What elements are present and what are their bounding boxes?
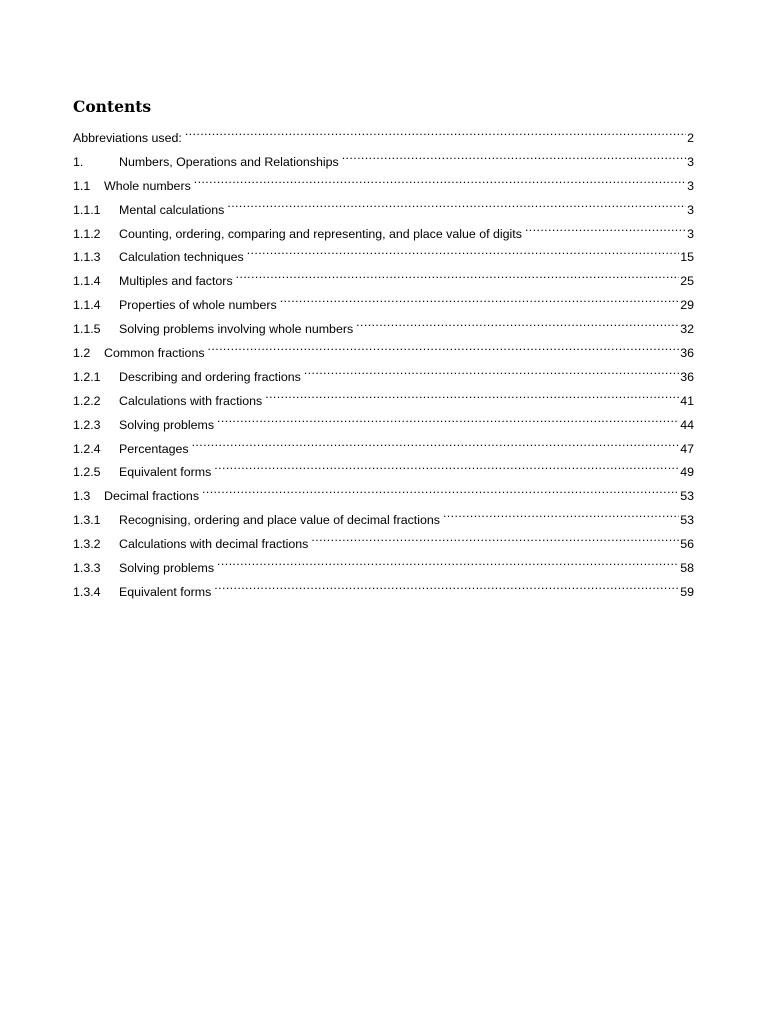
toc-entry-number: 1.2.4 [73, 441, 101, 456]
toc-entry-title: Calculation techniques [119, 250, 244, 265]
toc-entry-title: Whole numbers [104, 178, 191, 193]
toc-entry-number: 1.1.3 [73, 250, 101, 265]
toc-entry-number: 1.2.1 [73, 369, 101, 384]
toc-entry-title: Properties of whole numbers [119, 298, 277, 313]
toc-entry-title: Numbers, Operations and Relationships [119, 154, 339, 169]
toc-entry-number: 1.2.5 [73, 465, 101, 480]
toc-entry-title: Describing and ordering fractions [119, 369, 301, 384]
toc-entry-title: Equivalent forms [119, 465, 212, 480]
toc-dot-leader [214, 572, 679, 596]
toc-entry-title: Equivalent forms [119, 584, 212, 599]
toc-entry-number: 1.3.1 [73, 513, 101, 528]
toc-entry-title: Mental calculations [119, 202, 225, 217]
toc-entry-title: Recognising, ordering and place value of decimal fractions [119, 513, 440, 528]
toc-entry-page: 3 [687, 178, 694, 193]
toc-dot-leader [208, 333, 680, 357]
toc-entry-title: Solving problems [119, 561, 215, 576]
toc-entry-page: 49 [680, 465, 694, 480]
toc-entry-page: 3 [687, 202, 694, 217]
toc-entry-title: Multiples and factors [119, 274, 233, 289]
toc-dot-leader [236, 261, 680, 285]
toc-entry-number: 1.3.3 [73, 561, 101, 576]
toc-dot-leader [304, 357, 679, 381]
toc-entry-number: 1.1 [73, 178, 91, 193]
table-of-contents [73, 118, 694, 599]
toc-entry-page: 29 [680, 298, 694, 313]
toc-entry-number: 1.1.5 [73, 322, 101, 337]
toc-entry-page: 53 [680, 489, 694, 504]
toc-dot-leader [227, 190, 686, 214]
toc-entry-page: 47 [680, 441, 694, 456]
toc-entry-page: 41 [680, 393, 694, 408]
toc-dot-leader [217, 405, 679, 429]
toc-entry-page: 58 [680, 561, 694, 576]
toc-entry-number: 1.3.4 [73, 584, 101, 599]
toc-entry-title: Calculations with decimal fractions [119, 537, 309, 552]
toc-entry-title: Counting, ordering, comparing and representing, and place value of digits [119, 226, 522, 241]
toc-entry-page: 56 [680, 537, 694, 552]
toc-entry-page: 53 [680, 513, 694, 528]
toc-entry-title: Percentages [119, 441, 189, 456]
toc-entry-page: 36 [680, 369, 694, 384]
toc-entry-page: 2 [687, 131, 694, 145]
toc-entry-title: Decimal fractions [104, 489, 200, 504]
toc-dot-leader [280, 285, 679, 309]
toc-entry-page: 36 [680, 346, 694, 361]
toc-dot-leader [443, 500, 679, 524]
toc-entry-number: 1.1.4 [73, 274, 101, 289]
toc-dot-leader [265, 381, 679, 405]
toc-entry-title: Solving problems [119, 417, 215, 432]
toc-entry-page: 15 [680, 250, 694, 265]
toc-entry-page: 3 [687, 154, 694, 169]
toc-entry-number: 1.3.2 [73, 537, 101, 552]
toc-dot-leader [185, 118, 686, 142]
toc-entry-number: 1. [73, 154, 84, 169]
toc-entry-title: Common fractions [104, 346, 205, 361]
toc-dot-leader [356, 309, 679, 333]
toc-entry-title: Calculations with fractions [119, 393, 263, 408]
toc-entry-number: 1.1.4 [73, 298, 101, 313]
toc-dot-leader [311, 524, 679, 548]
toc-dot-leader [202, 476, 679, 500]
toc-entry-number: 1.3 [73, 489, 91, 504]
toc-entry-number: 1.2.2 [73, 393, 101, 408]
toc-entry-number: 1.1.1 [73, 202, 101, 217]
toc-dot-leader [194, 166, 686, 190]
toc-entry-number: 1.2.3 [73, 417, 101, 432]
toc-heading: Contents [73, 97, 152, 116]
toc-entry-number: 1.2 [73, 346, 91, 361]
toc-dot-leader [192, 429, 680, 453]
toc-entry-page: 44 [680, 417, 694, 432]
toc-entry-page: 32 [680, 322, 694, 337]
toc-dot-leader [214, 452, 679, 476]
toc-entry[interactable] [73, 118, 694, 145]
toc-entry-number: 1.1.2 [73, 226, 101, 241]
toc-entry-page: 25 [680, 274, 694, 289]
toc-dot-leader [525, 214, 686, 238]
toc-dot-leader [247, 237, 680, 261]
toc-entry-title: Abbreviations used: [73, 131, 182, 145]
toc-dot-leader [342, 142, 686, 166]
toc-entry-page: 59 [680, 584, 694, 599]
toc-dot-leader [217, 548, 679, 572]
toc-entry-page: 3 [687, 226, 694, 241]
toc-entry-title: Solving problems involving whole numbers [119, 322, 354, 337]
